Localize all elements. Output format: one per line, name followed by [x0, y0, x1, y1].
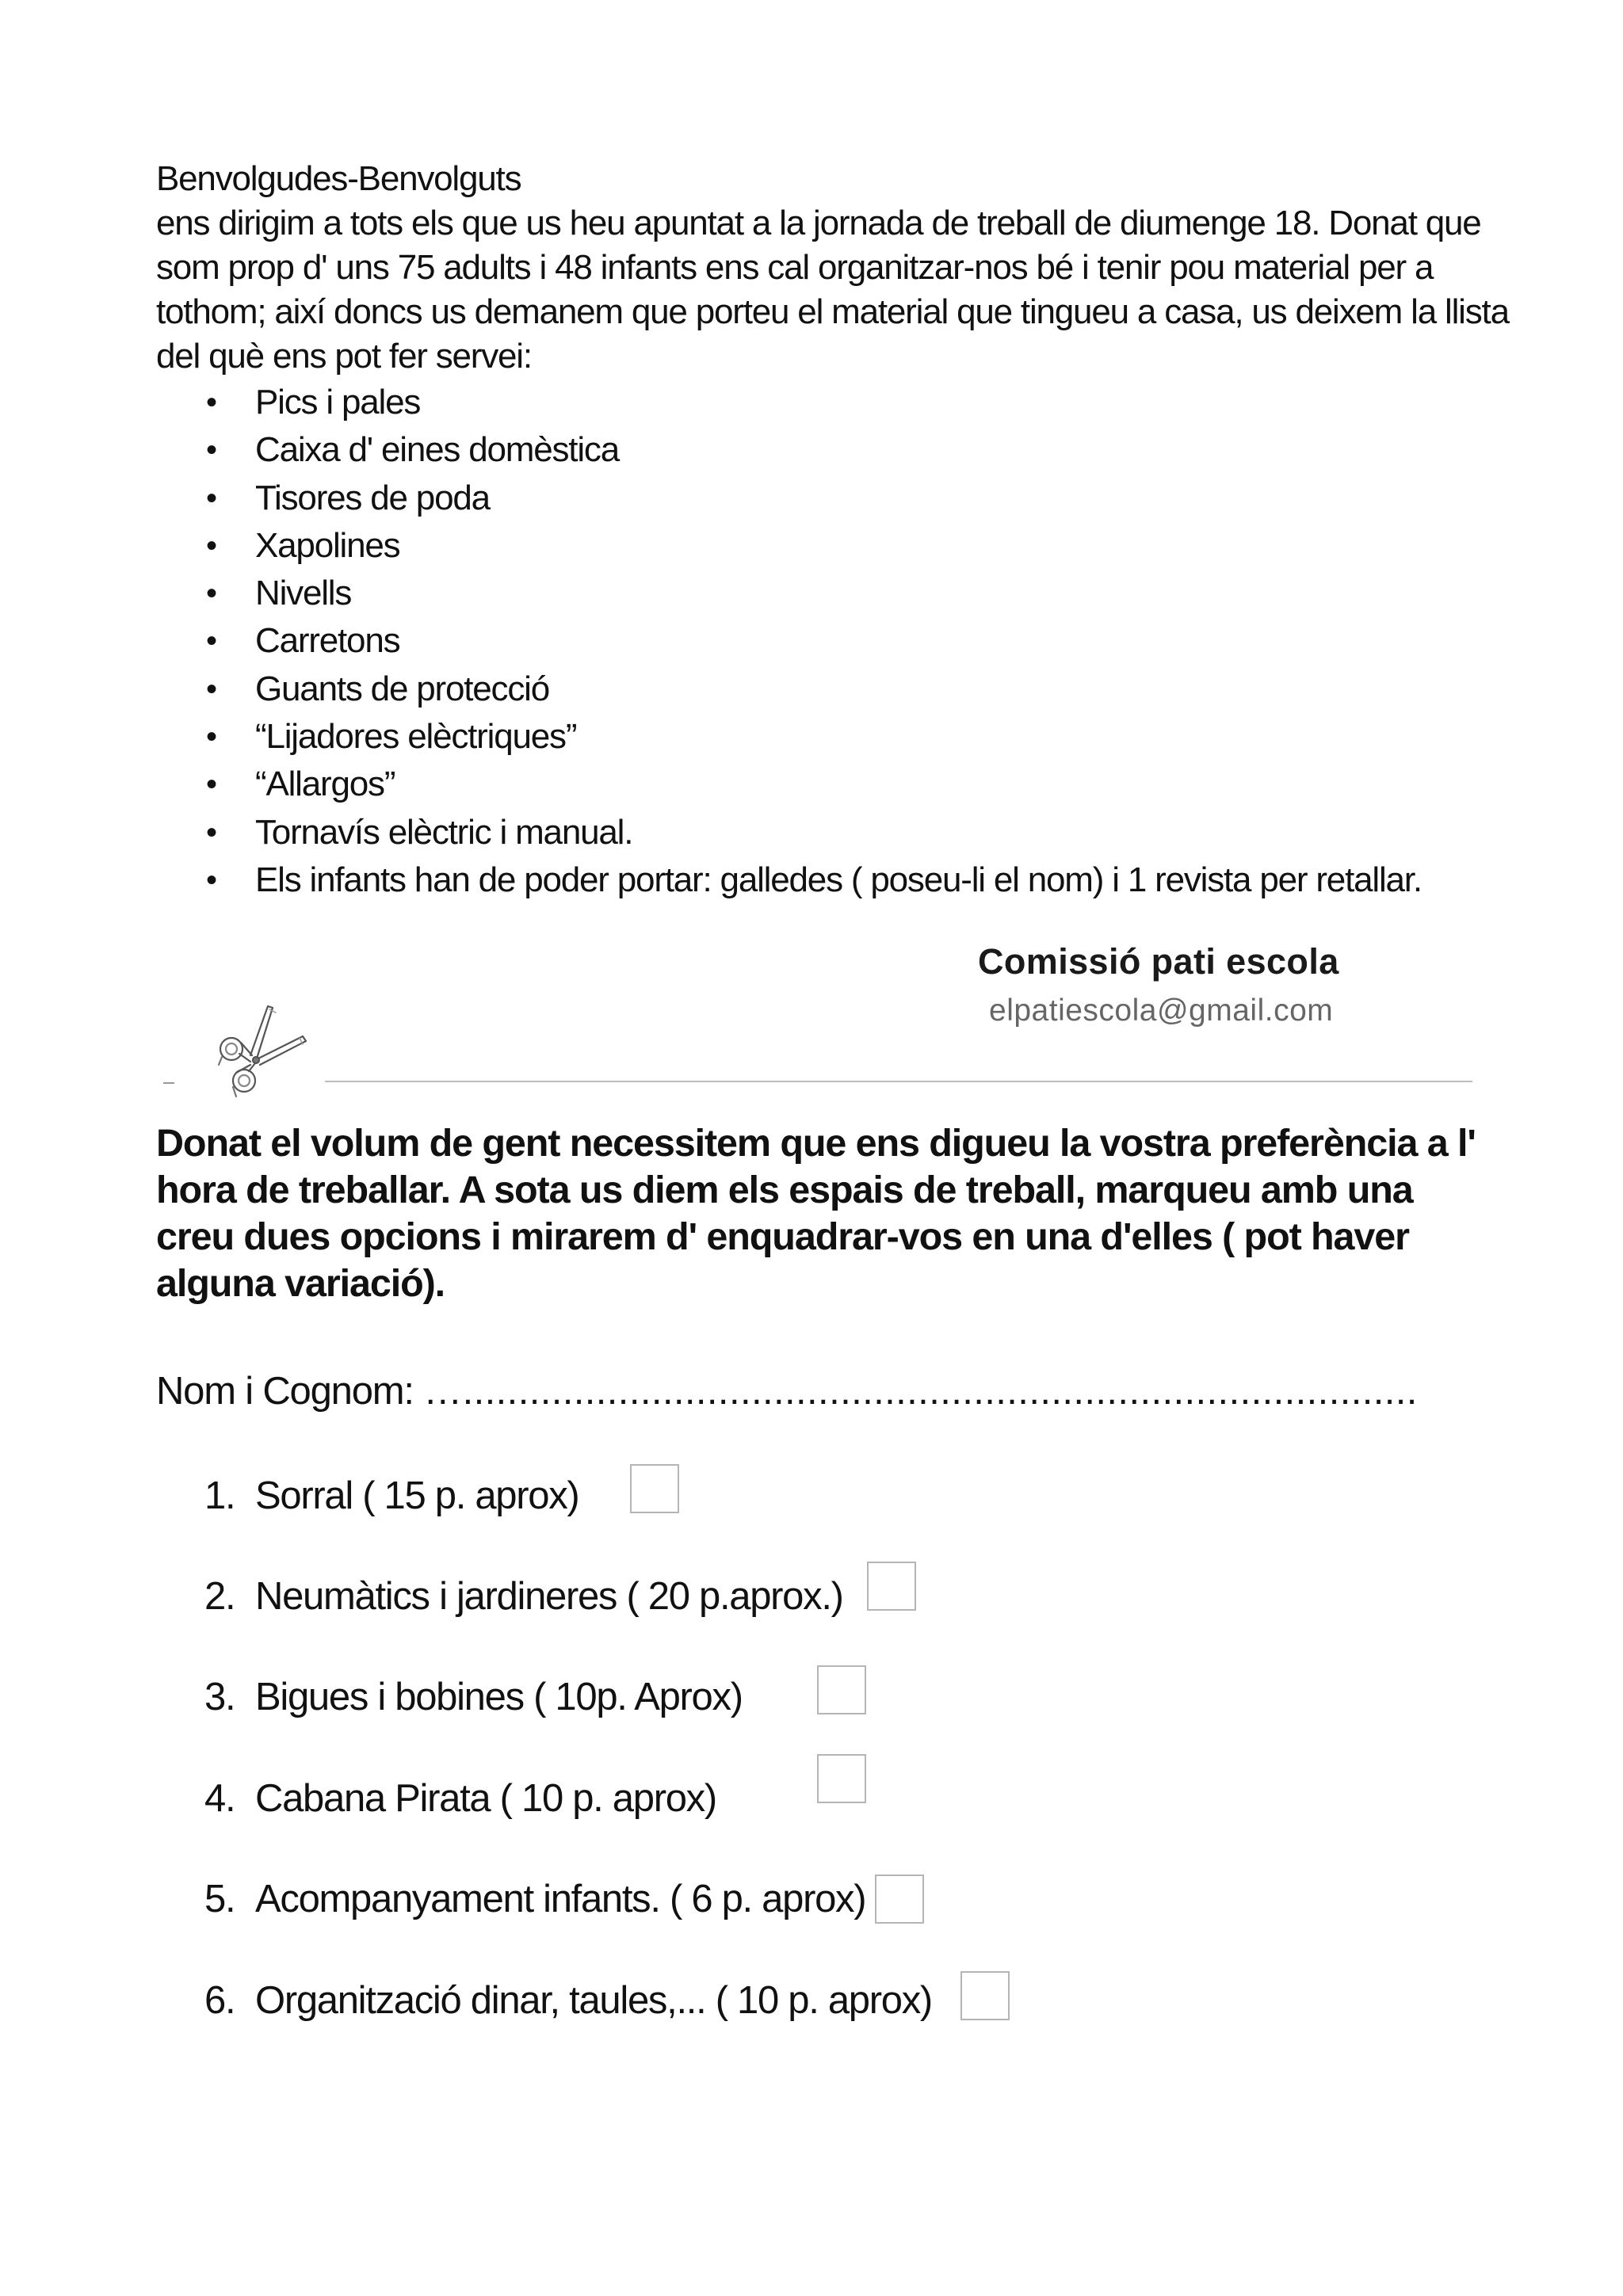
option-label: Sorral ( 15 p. aprox): [255, 1474, 579, 1517]
intro-line: som prop d' uns 75 adults i 48 infants ens cal organitzar-nos bé i tenir pou material per a: [156, 248, 1434, 287]
intro-line: ens dirigim a tots els que us heu apuntat a la jornada de treball de diumenge 18. Donat que: [156, 204, 1481, 242]
option-item: [204, 1977, 932, 2024]
list-item-label: Nivells: [255, 574, 352, 613]
option-label: Neumàtics i jardineres ( 20 p.aprox.): [255, 1575, 843, 1618]
bullet-icon: •: [206, 433, 216, 468]
list-item: [206, 856, 1422, 904]
list-item: [206, 809, 1422, 856]
list-item: [206, 617, 1422, 665]
list-item: [206, 522, 1422, 570]
list-item: [206, 379, 1422, 426]
cut-line: [325, 1081, 1472, 1082]
option-label: Acompanyament infants. ( 6 p. aprox): [255, 1878, 866, 1920]
bullet-icon: •: [206, 528, 216, 563]
list-item: [206, 570, 1422, 617]
list-item-label: “Lijadores elèctriques”: [255, 717, 577, 757]
list-item-label: Caixa d' eines domèstica: [255, 430, 619, 470]
option-item: [204, 1775, 716, 1822]
option-number: 1.: [204, 1474, 235, 1517]
option-checkbox-organitzacio[interactable]: [960, 1971, 1010, 2020]
list-item-label: Carretons: [255, 621, 400, 661]
instruction-line: alguna variació).: [156, 1262, 445, 1305]
name-field-dots: …......................................................................................: [423, 1370, 1418, 1413]
bullet-icon: •: [206, 576, 216, 612]
list-item-label: Els infants han de poder portar: galledes ( poseu-li el nom) i 1 revista per retallar.: [255, 860, 1422, 899]
signature: Comissió pati escola: [978, 941, 1339, 982]
letter-greeting: Benvolgudes-Benvolguts: [156, 159, 521, 198]
option-number: 2.: [204, 1575, 235, 1618]
option-checkbox-acompanyament[interactable]: [875, 1875, 924, 1924]
option-label: Bigues i bobines ( 10p. Aprox): [255, 1676, 743, 1718]
intro-line: tothom; així doncs us demanem que porteu el material que tingueu a casa, us deixem la llista: [156, 292, 1509, 331]
instruction-line: Donat el volum de gent necessitem que ens digueu la vostra preferència a l': [156, 1122, 1476, 1165]
instruction-line: creu dues opcions i mirarem d' enquadrar-vos en una d'elles ( pot haver: [156, 1215, 1409, 1258]
list-item-label: Pics i pales: [255, 383, 421, 421]
option-label: Cabana Pirata ( 10 p. aprox): [255, 1777, 716, 1820]
intro-line: del què ens pot fer servei:: [156, 337, 532, 376]
cut-line-dash: [163, 1082, 174, 1084]
bullet-icon: •: [206, 719, 216, 755]
bullet-icon: •: [206, 767, 216, 803]
name-field-label: Nom i Cognom:: [156, 1370, 424, 1413]
option-item: [204, 1573, 843, 1620]
option-item: [204, 1472, 579, 1520]
supply-list: [206, 379, 1422, 904]
option-checkbox-neumatics[interactable]: [867, 1562, 916, 1611]
option-number: 3.: [204, 1676, 235, 1718]
bullet-icon: •: [206, 814, 216, 850]
option-label: Organització dinar, taules,... ( 10 p. aprox): [255, 1979, 932, 2022]
bullet-icon: •: [206, 385, 216, 420]
list-item: [206, 426, 1422, 474]
list-item-label: Xapolines: [255, 525, 400, 565]
list-item-label: Tornavís elèctric i manual.: [255, 812, 633, 852]
contact-email: elpatiescola@gmail.com: [989, 994, 1334, 1028]
bullet-icon: •: [206, 624, 216, 659]
scissors-icon: [198, 998, 317, 1101]
list-item: [206, 713, 1422, 761]
bullet-icon: •: [206, 480, 216, 516]
list-item: [206, 666, 1422, 713]
name-field[interactable]: [156, 1369, 1418, 1413]
option-number: 4.: [204, 1777, 235, 1820]
list-item: [206, 761, 1422, 808]
option-checkbox-bigues[interactable]: [817, 1665, 866, 1714]
bullet-icon: •: [206, 671, 216, 707]
list-item: [206, 475, 1422, 522]
option-number: 6.: [204, 1979, 235, 2022]
option-item: [204, 1673, 743, 1721]
letter-intro: [156, 201, 1509, 379]
form-instructions: [156, 1120, 1503, 1307]
list-item-label: Tisores de poda: [255, 478, 490, 517]
option-checkbox-cabana[interactable]: [817, 1754, 866, 1803]
list-item-label: “Allargos”: [255, 765, 395, 804]
list-item-label: Guants de protecció: [255, 669, 549, 708]
option-number: 5.: [204, 1878, 235, 1920]
instruction-line: hora de treballar. A sota us diem els espais de treball, marqueu amb una: [156, 1169, 1413, 1211]
bullet-icon: •: [206, 862, 216, 898]
option-item: [204, 1875, 865, 1923]
option-checkbox-sorral[interactable]: [630, 1464, 679, 1513]
